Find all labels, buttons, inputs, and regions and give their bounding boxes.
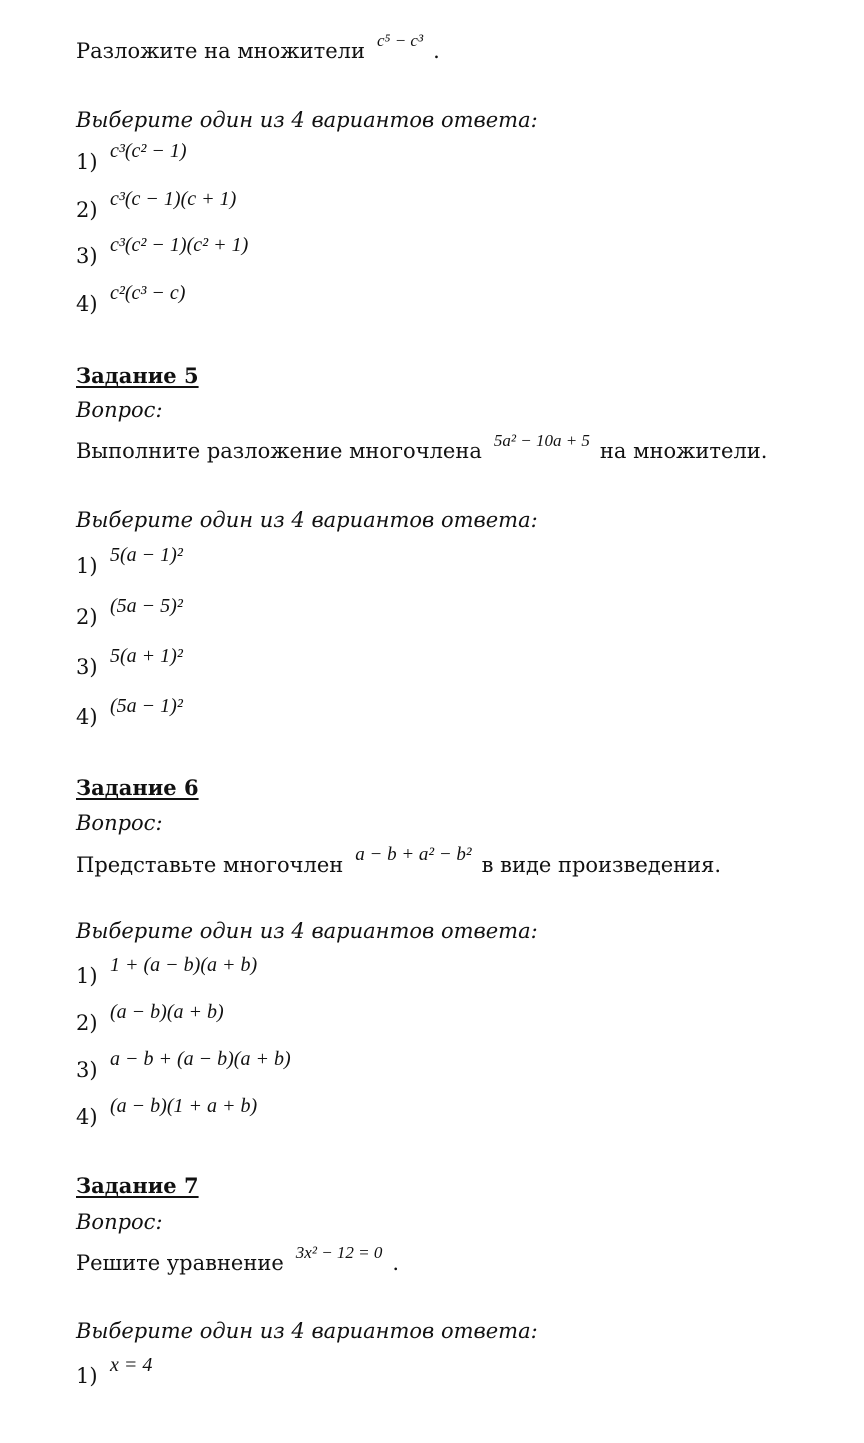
task7-choice-header: Выберите один из 4 вариантов ответа: — [76, 1319, 538, 1343]
option-number: 1) — [76, 964, 98, 988]
option-formula: (a − b)(1 + a + b) — [110, 1095, 258, 1117]
option-number: 4) — [76, 1105, 98, 1129]
task4-option-2 — [76, 186, 237, 222]
task5-option-2 — [76, 593, 183, 629]
task4-choice-header: Выберите один из 4 вариантов ответа: — [76, 108, 538, 132]
task6-question-line — [76, 844, 722, 880]
task7-question-label: Вопрос: — [76, 1210, 163, 1234]
task6-option-2 — [76, 999, 224, 1035]
task6-option-4 — [76, 1093, 258, 1129]
task5-question-text-after: на множители. — [599, 439, 768, 463]
task5-choice-header: Выберите один из 4 вариантов ответа: — [76, 508, 538, 532]
task4-trailing: . — [433, 39, 440, 63]
task4-option-3 — [76, 232, 249, 268]
option-number: 2) — [76, 198, 98, 222]
task5-question-line — [76, 431, 768, 466]
task6-expression: a − b + a² − b² — [355, 844, 472, 865]
option-formula: c²(c³ − c) — [110, 282, 186, 304]
task6-heading: Задание 6 — [76, 775, 199, 800]
task7-question-text: Решите уравнение — [76, 1251, 284, 1275]
task6-question-text: Представьте многочлен — [76, 853, 344, 877]
option-formula: (5a − 1)² — [110, 695, 183, 717]
task4-question-text: Разложите на множители — [76, 39, 365, 63]
task4-question-line — [76, 31, 440, 66]
task4-option-4 — [76, 280, 186, 316]
option-number: 2) — [76, 1011, 98, 1035]
option-formula: c³(c − 1)(c + 1) — [110, 188, 237, 210]
option-number: 3) — [76, 1058, 98, 1082]
task7-heading: Задание 7 — [76, 1173, 199, 1198]
task6-option-3 — [76, 1046, 291, 1082]
option-formula: a − b + (a − b)(a + b) — [110, 1048, 291, 1070]
option-number: 1) — [76, 554, 98, 578]
option-formula: (a − b)(a + b) — [110, 1001, 224, 1023]
task5-heading: Задание 5 — [76, 363, 199, 388]
task4-option-1 — [76, 138, 187, 174]
task7-question-line — [76, 1243, 400, 1278]
task6-option-1 — [76, 952, 258, 988]
task5-option-4 — [76, 693, 183, 729]
task5-expression: 5a² − 10a + 5 — [493, 431, 590, 450]
option-formula: c³(c² − 1)(c² + 1) — [110, 234, 249, 256]
task6-question-text-after: в виде произведения. — [481, 853, 722, 877]
option-number: 1) — [76, 1364, 98, 1388]
task5-question-text: Выполните разложение многочлена — [76, 439, 482, 463]
option-formula: 1 + (a − b)(a + b) — [110, 954, 258, 976]
task5-option-3 — [76, 643, 183, 679]
option-number: 1) — [76, 150, 98, 174]
option-formula: c³(c² − 1) — [110, 140, 187, 162]
option-formula: x = 4 — [110, 1354, 153, 1376]
task4-expression: c⁵ − c³ — [377, 31, 424, 50]
option-number: 3) — [76, 655, 98, 679]
task7-trailing: . — [392, 1251, 400, 1275]
option-formula: (5a − 5)² — [110, 595, 183, 617]
task5-question-label: Вопрос: — [76, 398, 163, 422]
task6-choice-header: Выберите один из 4 вариантов ответа: — [76, 919, 538, 943]
option-number: 2) — [76, 605, 98, 629]
option-formula: 5(a − 1)² — [110, 544, 183, 566]
option-number: 4) — [76, 705, 98, 729]
task7-expression: 3x² − 12 = 0 — [295, 1243, 383, 1262]
option-number: 3) — [76, 244, 98, 268]
task6-question-label: Вопрос: — [76, 811, 163, 835]
option-number: 4) — [76, 292, 98, 316]
task7-option-1 — [76, 1352, 153, 1388]
option-formula: 5(a + 1)² — [110, 645, 183, 667]
task5-option-1 — [76, 542, 183, 578]
